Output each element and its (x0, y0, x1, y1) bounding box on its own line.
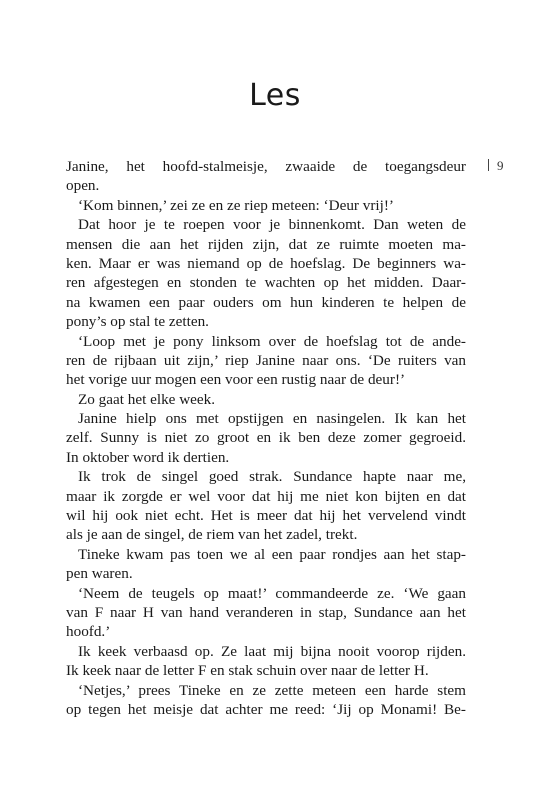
text-line: Janine, het hoofd-stalmeisje, zwaaide de toegangsdeur (66, 158, 466, 175)
text-line: ken. Maar er was niemand op de hoefslag. De beginners wa- (66, 254, 466, 272)
text-line: ‘Netjes,’ prees Tineke en ze zette meteen een harde stem (78, 681, 466, 699)
text-line: open. (66, 177, 100, 195)
text-line: maar ik zorgde er wel voor dat hij me niet kon bijten en dat (66, 487, 466, 505)
text-line: ‘Kom binnen,’ zei ze en ze riep meteen: ‘Deur vrij!’ (78, 196, 394, 214)
text-line: als je aan de singel, de riem van het zadel, trekt. (66, 526, 358, 544)
page-number-divider (488, 159, 489, 171)
text-line: hoofd.’ (66, 623, 111, 641)
page-number-value: 9 (497, 158, 504, 173)
text-line: Zo gaat het elke week. (78, 390, 216, 408)
text-line: van F naar H van hand veranderen in stap, Sundance aan het (66, 603, 466, 621)
text-line: Tineke kwam pas toen we al een paar rondjes aan het stap- (78, 545, 466, 563)
page-number (488, 158, 504, 174)
text-line: ‘Loop met je pony linksom over de hoefslag tot de ande- (78, 332, 466, 350)
text-line: In oktober word ik dertien. (66, 448, 230, 466)
text-line: Ik keek naar de letter F en stak schuin over naar de letter H. (66, 662, 429, 680)
chapter-title: Les (249, 78, 301, 114)
text-line: mensen die aan het rijden zijn, dat ze ruimte moeten ma- (66, 235, 466, 253)
text-line: Ik trok de singel goed strak. Sundance hapte naar me, (78, 468, 466, 486)
text-line: Dat hoor je te roepen voor je binnenkomt. Dan weten de (78, 216, 466, 234)
text-line: wil hij ook niet echt. Het is meer dat hij het vervelend vindt (66, 507, 466, 525)
text-line: na kwamen een paar ouders om hun kinderen te helpen de (66, 293, 466, 311)
text-line: zelf. Sunny is niet zo groot en ik ben deze zomer gegroeid. (66, 429, 466, 447)
text-line: ren afgestegen en stonden te wachten op het midden. Daar- (66, 274, 466, 292)
text-line: pony’s op stal te zetten. (66, 313, 209, 331)
body-text (66, 157, 466, 719)
text-line: Ik keek verbaasd op. Ze laat mij bijna nooit voorop rijden. (78, 642, 466, 660)
text-line: Janine hielp ons met opstijgen en nasingelen. Ik kan het (78, 410, 466, 428)
text-line: het vorige uur mogen een voor een rustig naar de deur!’ (66, 371, 406, 389)
text-line: ‘Neem de teugels op maat!’ commandeerde ze. ‘We gaan (78, 584, 466, 602)
text-line: ren de rijbaan uit zijn,’ riep Janine naar ons. ‘De ruiters van (66, 351, 466, 369)
text-line: op tegen het meisje dat achter me reed: ‘Jij op Monami! Be- (66, 700, 466, 718)
text-line: pen waren. (66, 565, 133, 583)
